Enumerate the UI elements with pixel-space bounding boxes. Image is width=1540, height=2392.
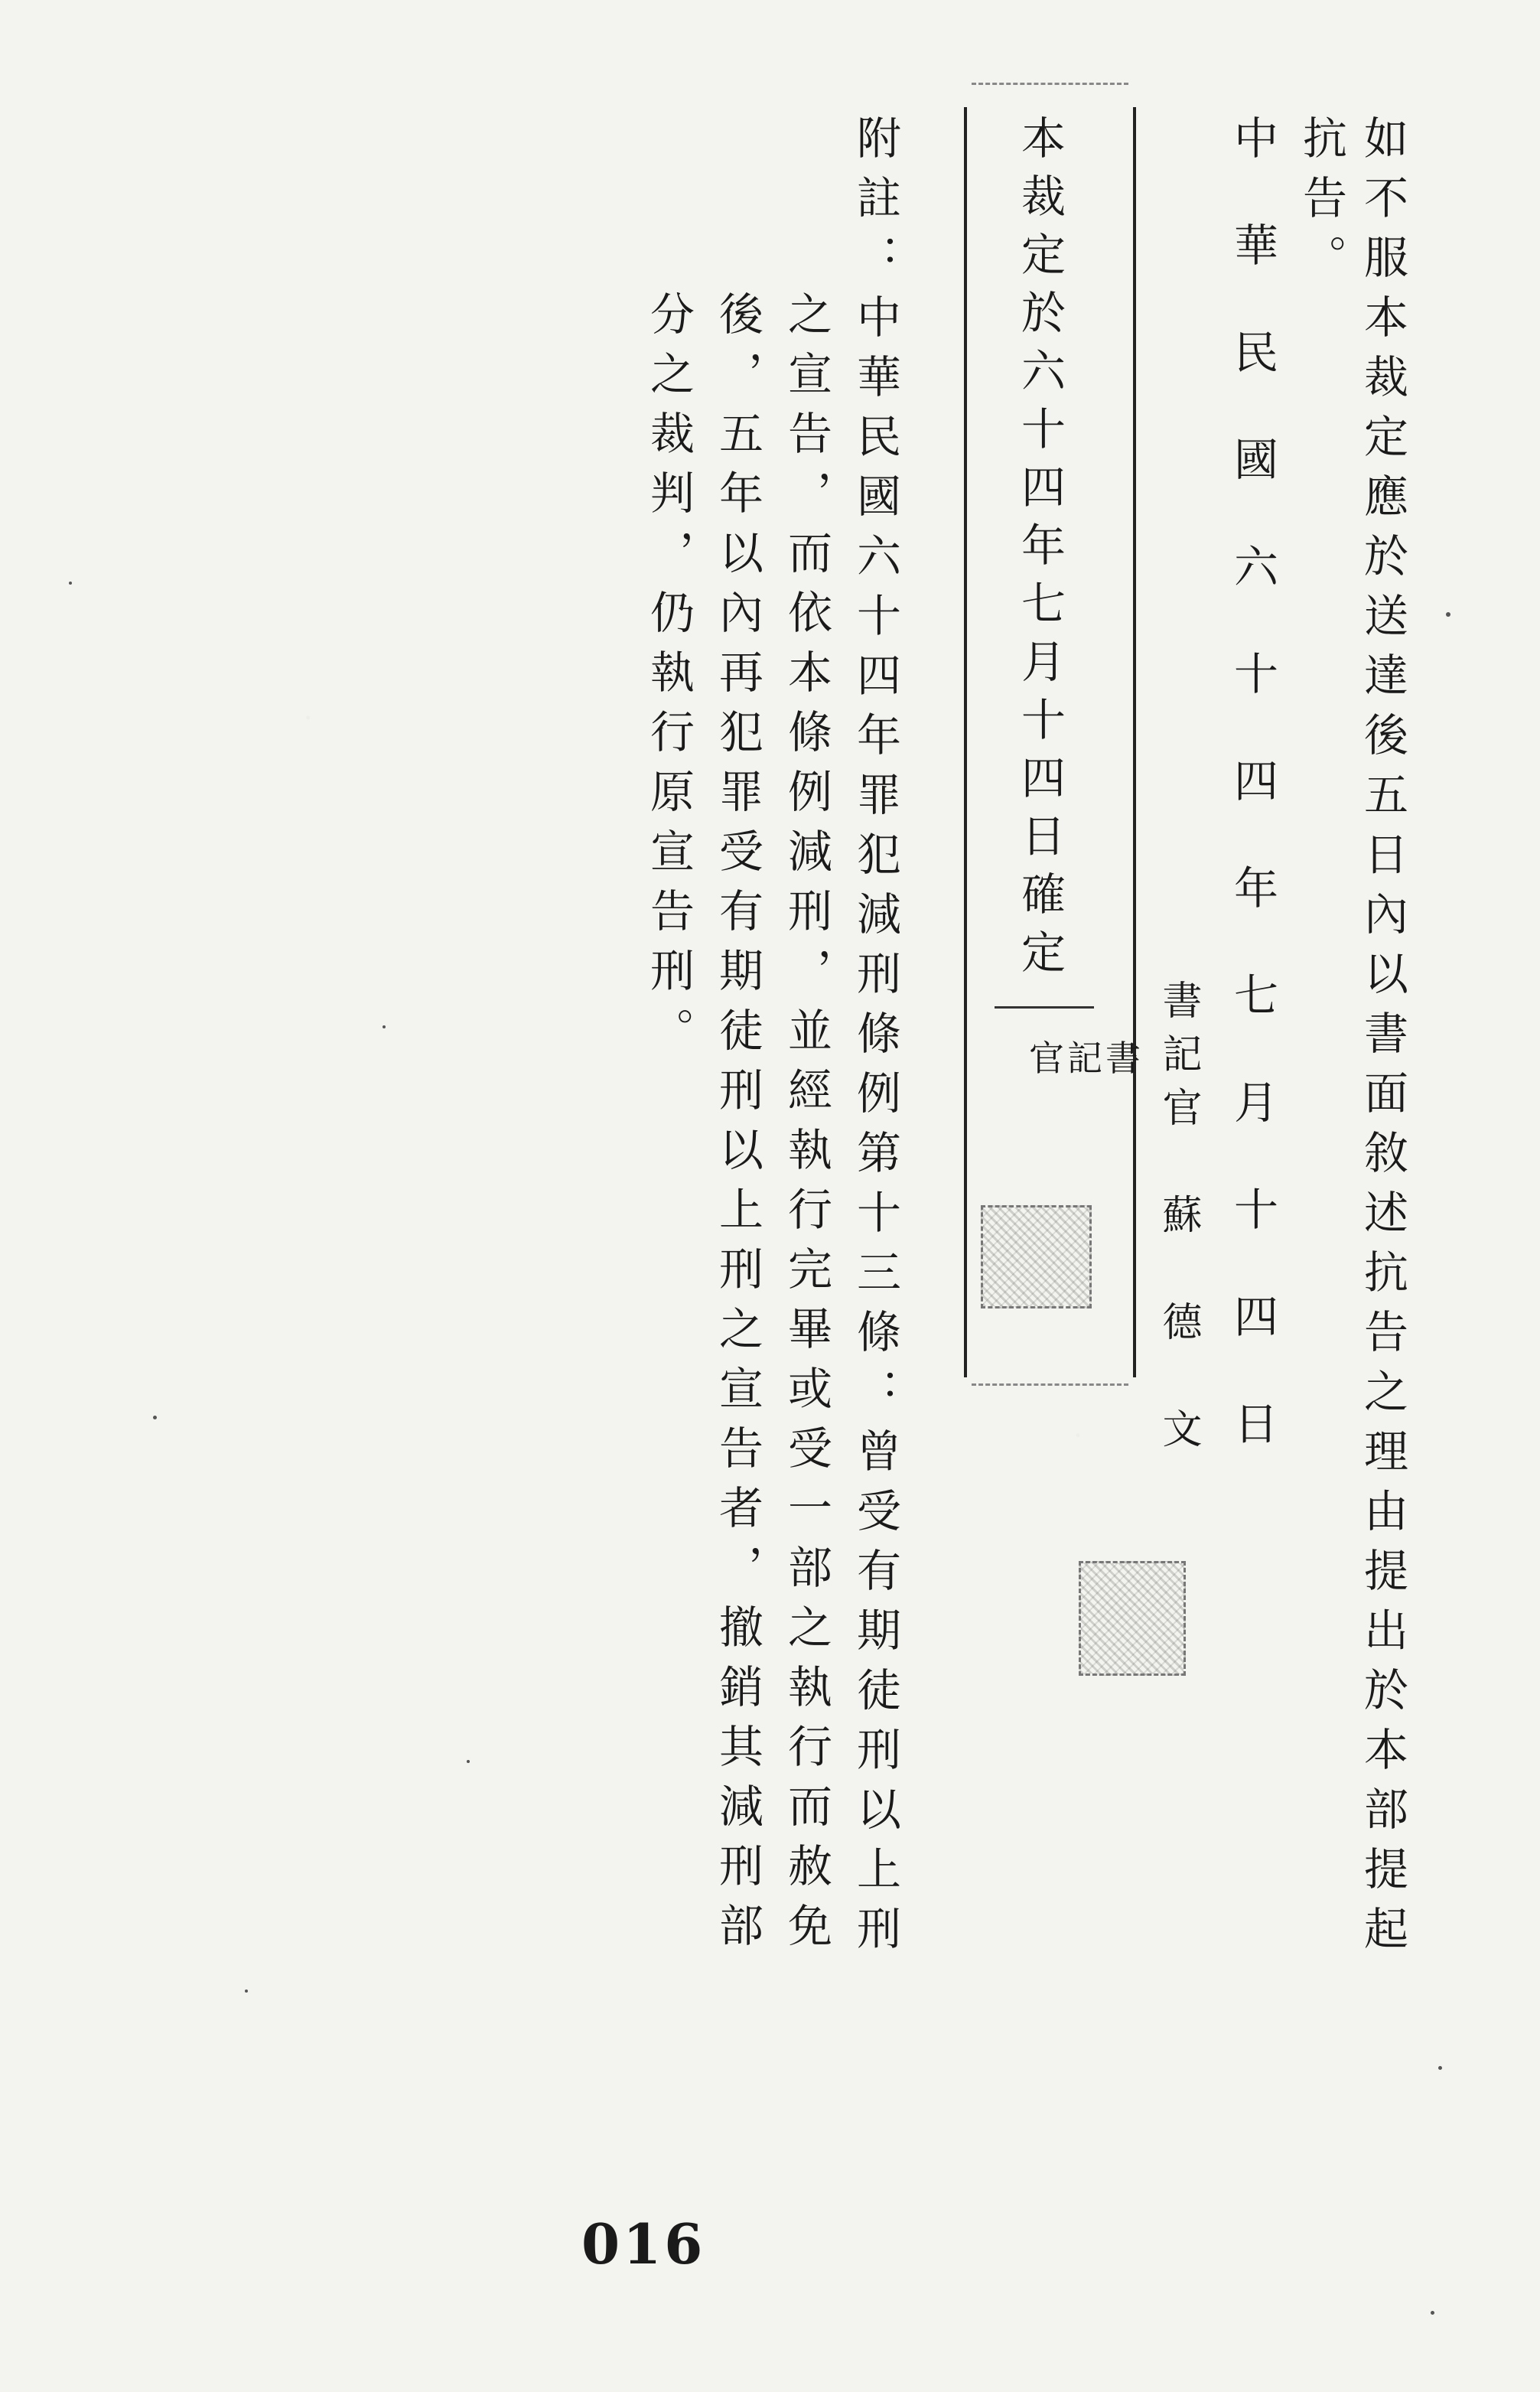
page-number: 016 (581, 2211, 706, 2276)
certification-seal-stamp (981, 1205, 1092, 1308)
certification-text: 本裁定於六十四年七月十四日確定 (1014, 115, 1066, 987)
clerk-signature-column: 書記官 蘇 德 文 (1155, 979, 1201, 1462)
box-bottom-border (972, 1383, 1128, 1386)
scan-speck (153, 1416, 157, 1419)
annotation-column-1: 附註：中華民國六十四年罪犯減刑條例第十三條：曾受有期徒刑以上刑 (849, 115, 901, 1965)
text-column-2: 抗告。 (1295, 115, 1347, 294)
annotation-column-3: 後，五年以內再犯罪受有期徒刑以上刑之宣告者，撤銷其減刑部 (711, 291, 763, 1962)
annotation-column-2: 之宣告，而依本條例減刑，並經執行完畢或受一部之執行而赦免 (780, 291, 832, 1962)
scan-speck (1431, 2311, 1434, 2315)
scan-speck (1438, 2066, 1442, 2070)
date-column: 中 華 民 國 六 十 四 年 七 月 十 四 日 (1226, 115, 1278, 1454)
annotation-column-4: 分之裁判，仍執行原宣告刑。 (643, 291, 695, 1067)
certification-divider (995, 1006, 1094, 1009)
scan-speck (1446, 612, 1450, 617)
box-top-border (972, 83, 1128, 85)
scan-speck (245, 1990, 248, 1993)
scan-speck (69, 582, 72, 585)
text-column-1: 如不服本裁定應於送達後五日內以書面敘述抗告之理由提出於本部提起 (1356, 115, 1408, 1965)
scan-speck (383, 1025, 386, 1028)
scan-speck (467, 1760, 470, 1763)
clerk-seal-stamp (1079, 1561, 1186, 1676)
certification-clerk-label: 書記官 (1029, 1038, 1144, 1079)
